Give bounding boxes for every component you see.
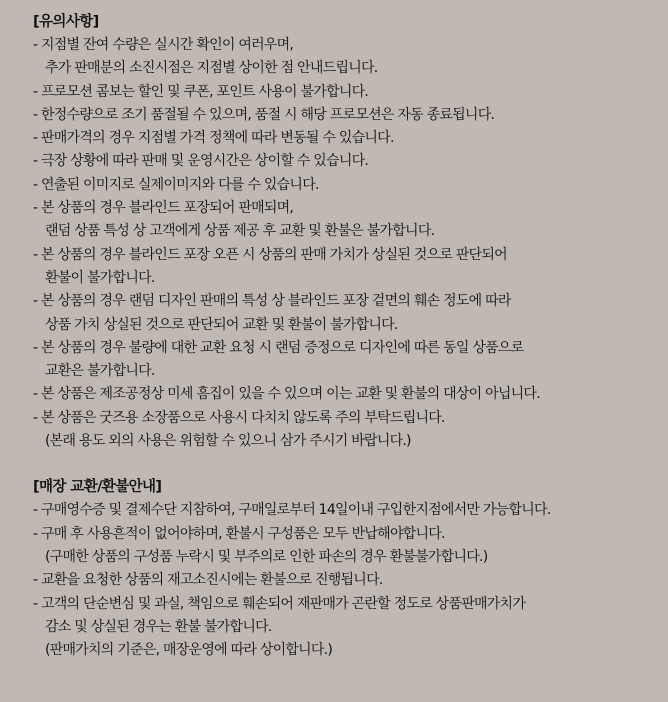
notice-line: - 판매가격의 경우 지점별 가격 정책에 따라 변동될 수 있습니다.: [33, 130, 394, 147]
section-spacer: [33, 453, 648, 475]
refund-line: - 교환을 요청한 상품의 재고소진시에는 환불으로 진행됩니다.: [33, 572, 383, 589]
refund-section: [33, 475, 648, 662]
notice-line: - 본 상품의 경우 랜덤 디자인 판매의 특성 상 블라인드 포장 겉면의 훼손 정도에 따라: [33, 293, 511, 310]
notice-line-continuation: 환불이 불가합니다.: [45, 269, 155, 286]
refund-list: [33, 499, 648, 662]
refund-line-continuation: (구매한 상품의 구성품 누락시 및 부주의로 인한 파손의 경우 환불불가합니다.): [45, 548, 488, 565]
notice-line: - 본 상품은 제조공정상 미세 흠집이 있을 수 있으며 이는 교환 및 환불의 대상이 아닙니다.: [33, 386, 540, 403]
notice-line-continuation: 상품 가치 상실된 것으로 판단되어 교환 및 환불이 불가합니다.: [45, 316, 398, 333]
notice-title: [유의사항]: [33, 14, 99, 30]
notice-line: - 연출된 이미지로 실제이미지와 다를 수 있습니다.: [33, 176, 319, 193]
notice-line-continuation: 랜덤 상품 특성 상 고객에게 상품 제공 후 교환 및 환불은 불가합니다.: [45, 223, 435, 240]
refund-line: - 고객의 단순변심 및 과실, 책임으로 훼손되어 재판매가 곤란할 정도로 상품판매가치가: [33, 595, 526, 612]
notice-line: - 한정수량으로 조기 품절될 수 있으며, 품절 시 해당 프로모션은 자동 종료됩니다.: [33, 106, 495, 123]
notice-line: - 본 상품의 경우 블라인드 포장 오픈 시 상품의 판매 가치가 상실된 것으로 판단되어: [33, 246, 507, 263]
refund-line-continuation: 감소 및 상실된 경우는 환불 불가합니다.: [45, 618, 272, 635]
refund-line: - 구매 후 사용흔적이 없어야하며, 환불시 구성품은 모두 반납해야합니다.: [33, 525, 445, 542]
notice-line-continuation: (본래 용도 외의 사용은 위험할 수 있으니 삼가 주시기 바랍니다.): [45, 433, 411, 450]
notice-line: - 본 상품의 경우 불량에 대한 교환 요청 시 랜덤 증정으로 디자인에 따른 동일 상품으로: [33, 339, 524, 356]
notice-list: [33, 34, 648, 453]
notice-line: - 지점별 잔여 수량은 실시간 확인이 여러우며,: [33, 37, 294, 53]
refund-title: [매장 교환/환불안내]: [33, 479, 162, 496]
notice-section: [33, 10, 648, 453]
notice-line-continuation: 추가 판매분의 소진시점은 지점별 상이한 점 안내드립니다.: [45, 60, 378, 77]
notice-line: - 본 상품은 굿즈용 소장품으로 사용시 다치치 않도록 주의 부탁드립니다.: [33, 409, 445, 426]
refund-line-continuation: (판매가치의 기준은, 매장운영에 따라 상이합니다.): [45, 642, 333, 659]
notice-line: - 극장 상황에 따라 판매 및 운영시간은 상이할 수 있습니다.: [33, 153, 369, 170]
notice-line-continuation: 교환은 불가합니다.: [45, 363, 155, 380]
notice-line: - 본 상품의 경우 블라인드 포장되어 판매되며,: [33, 200, 294, 217]
refund-line: - 구매영수증 및 결제수단 지참하여, 구매일로부터 14일이내 구입한지점에서만 가능합니다.: [33, 502, 551, 519]
notice-line: - 프로모션 콤보는 할인 및 쿠폰, 포인트 사용이 불가합니다.: [33, 83, 369, 100]
